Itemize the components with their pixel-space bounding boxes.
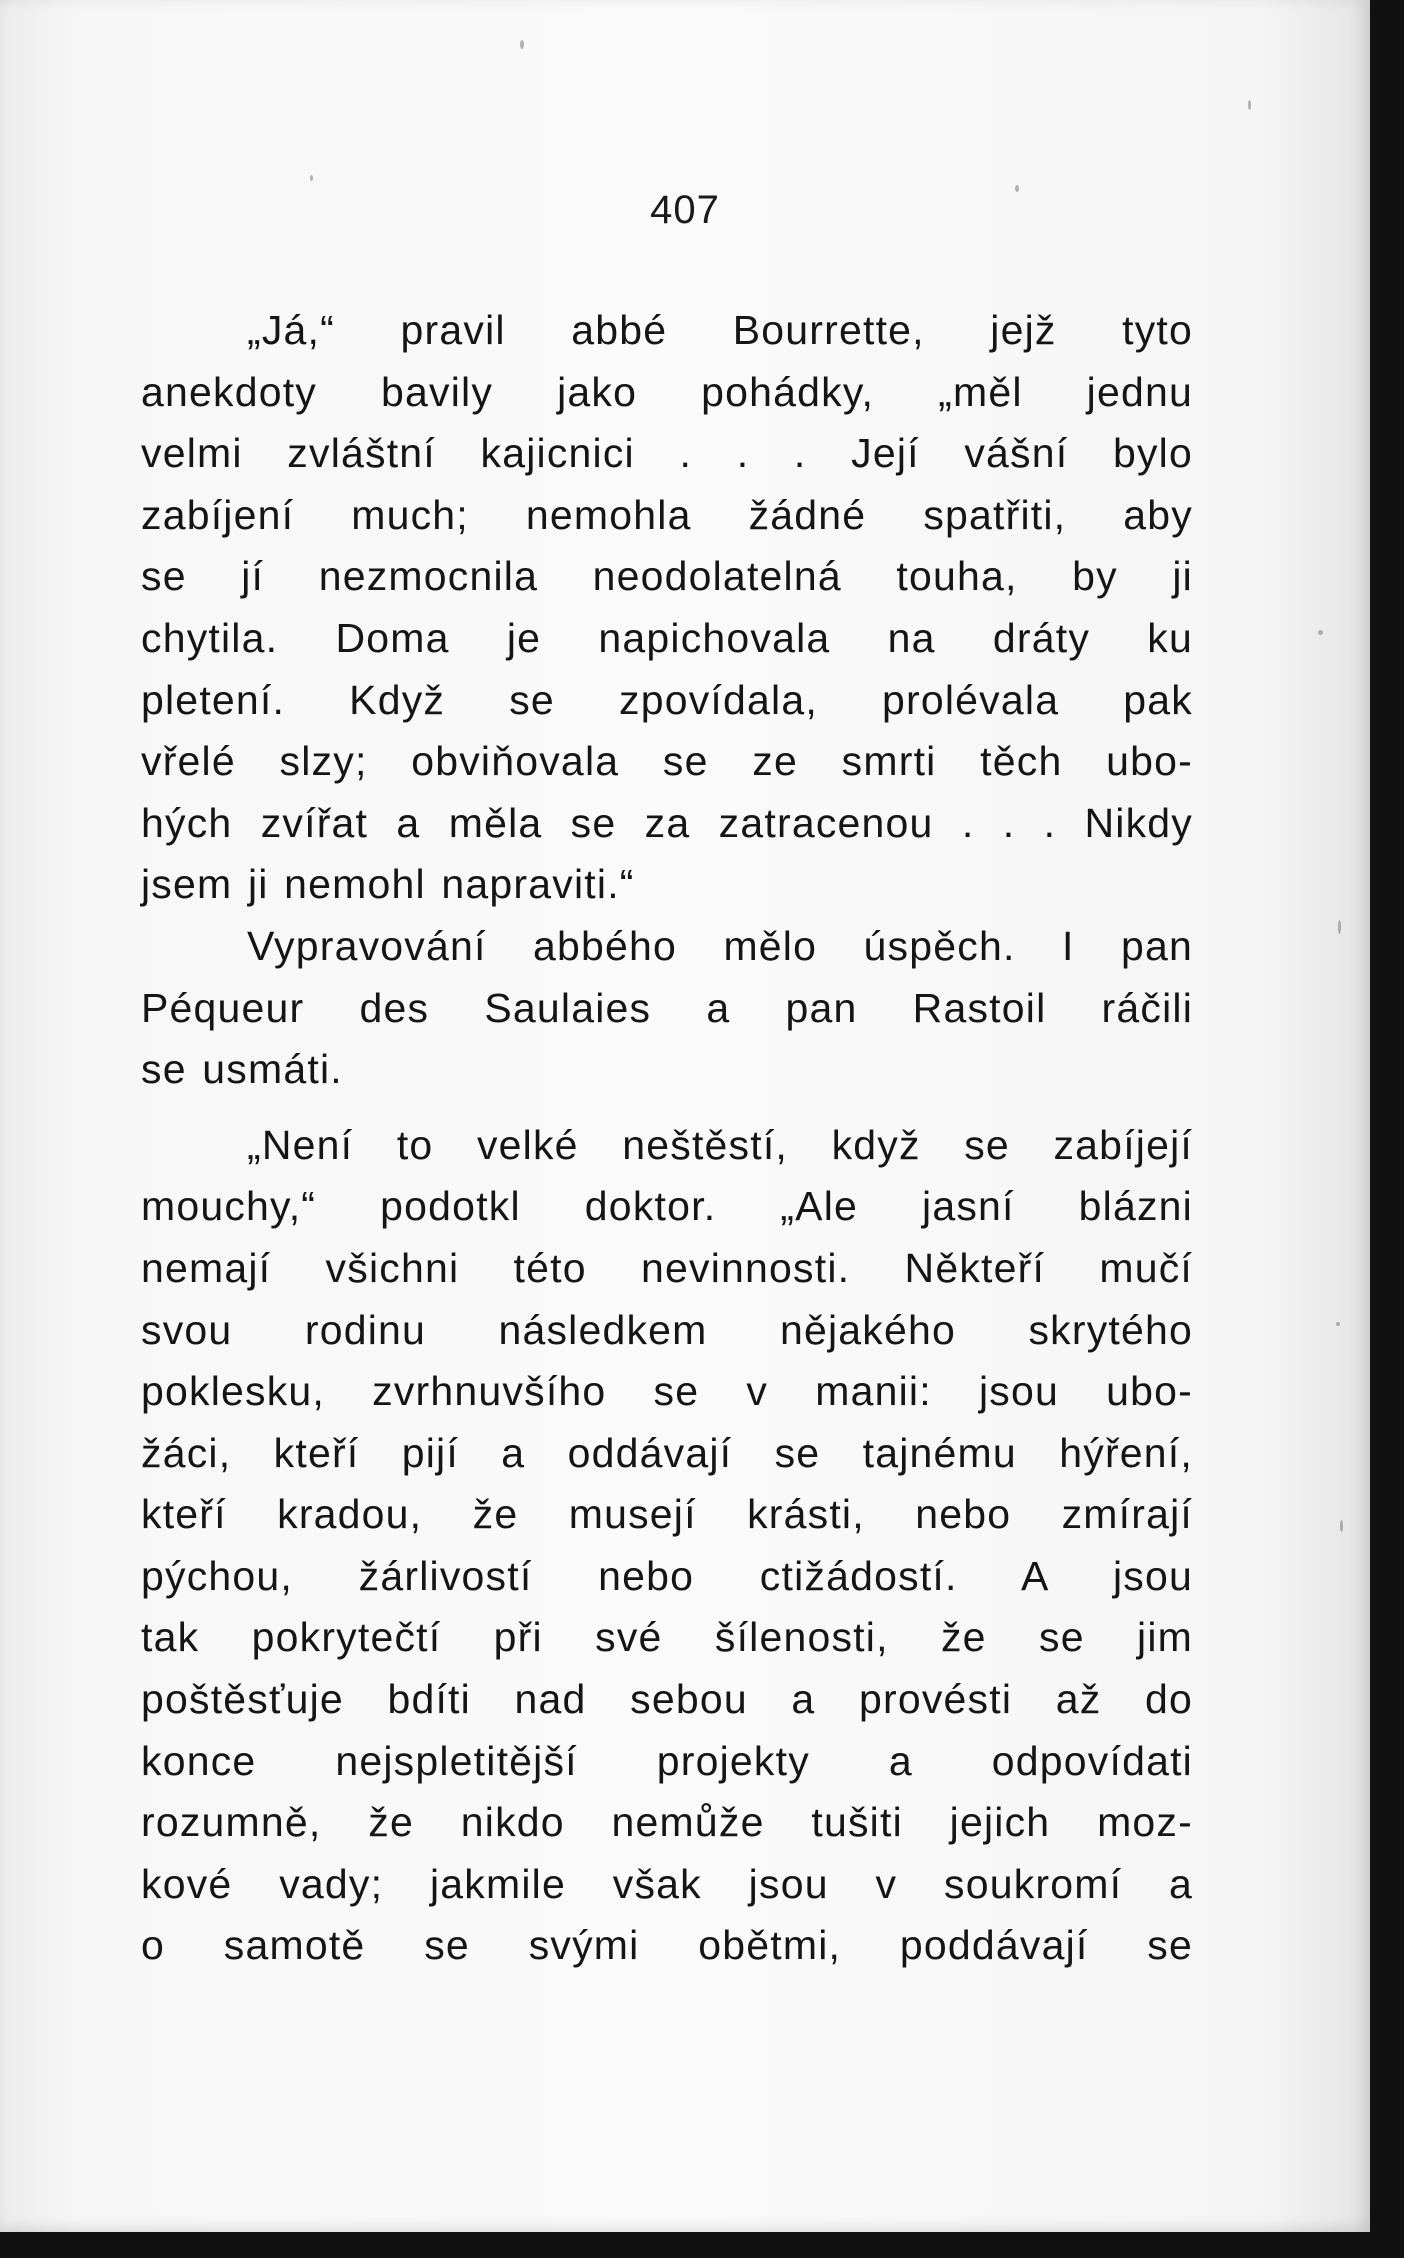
text-line: zabíjení much; nemohla žádné spatřiti, aby (141, 491, 1193, 538)
text-line: pýchou, žárlivostí nebo ctižádostí. A jsou (141, 1552, 1193, 1599)
text-line: kteří kradou, že musejí krásti, nebo zmírají (141, 1491, 1193, 1538)
text-line: poklesku, zvrhnuvšího se v manii: jsou ubo- (141, 1368, 1193, 1415)
text-line: „Já,“ pravil abbé Bourrette, jejž tyto (247, 307, 1193, 353)
body-text (141, 300, 1193, 1977)
text-line: rozumně, že nikdo nemůže tušiti jejich moz- (141, 1799, 1193, 1846)
text-line: Vypravování abbého mělo úspěch. I pan (247, 922, 1193, 969)
text-line: velmi zvláštní kajicnici . . . Její vášní bylo (141, 430, 1193, 477)
text-line: žáci, kteří pijí a oddávají se tajnému hýření, (141, 1429, 1193, 1476)
scan-speck (520, 40, 524, 49)
text-line: svou rodinu následkem nějakého skrytého (141, 1306, 1193, 1353)
text-line: mouchy,“ podotkl doktor. „Ale jasní blázni (141, 1183, 1193, 1230)
scan-border-right (1370, 0, 1404, 2258)
paragraph-1 (141, 300, 1193, 916)
text-line: pletení. Když se zpovídala, prolévala pak (141, 676, 1193, 723)
scan-speck (1248, 100, 1251, 110)
scan-speck (1015, 185, 1019, 192)
text-line: nemají všichni této nevinnosti. Někteří mučí (141, 1244, 1193, 1291)
text-line: se usmáti. (141, 1046, 343, 1093)
scan-speck (1340, 1520, 1343, 1532)
text-line: o samotě se svými obětmi, poddávají se (141, 1922, 1193, 1969)
scan-speck (1318, 630, 1323, 635)
paragraph-2 (141, 916, 1193, 1101)
text-line: jsem ji nemohl napraviti.“ (141, 861, 635, 908)
scan-speck (1336, 1322, 1340, 1326)
page-number: 407 (650, 188, 720, 232)
text-line: chytila. Doma je napichovala na dráty ku (141, 614, 1193, 661)
scan-speck (1338, 920, 1341, 934)
text-line: „Není to velké neštěstí, když se zabíjejí (247, 1121, 1193, 1168)
text-line: hých zvířat a měla se za zatracenou . . . Nikdy (141, 799, 1193, 846)
paragraph-gap (141, 1101, 1193, 1115)
paragraph-3 (141, 1115, 1193, 1977)
text-line: poštěsťuje bdíti nad sebou a provésti až do (141, 1676, 1193, 1723)
text-line: vřelé slzy; obviňovala se ze smrti těch ubo- (141, 738, 1193, 785)
scan-speck (310, 175, 313, 181)
text-line: Péqueur des Saulaies a pan Rastoil ráčili (141, 984, 1193, 1031)
scan-border-bottom (0, 2232, 1404, 2258)
text-line: konce nejspletitější projekty a odpovídati (141, 1737, 1193, 1784)
text-line: anekdoty bavily jako pohádky, „měl jednu (141, 368, 1193, 415)
text-line: tak pokrytečtí při své šílenosti, že se jim (141, 1614, 1193, 1661)
text-line: kové vady; jakmile však jsou v soukromí a (141, 1860, 1193, 1907)
text-line: se jí nezmocnila neodolatelná touha, by ji (141, 553, 1193, 600)
